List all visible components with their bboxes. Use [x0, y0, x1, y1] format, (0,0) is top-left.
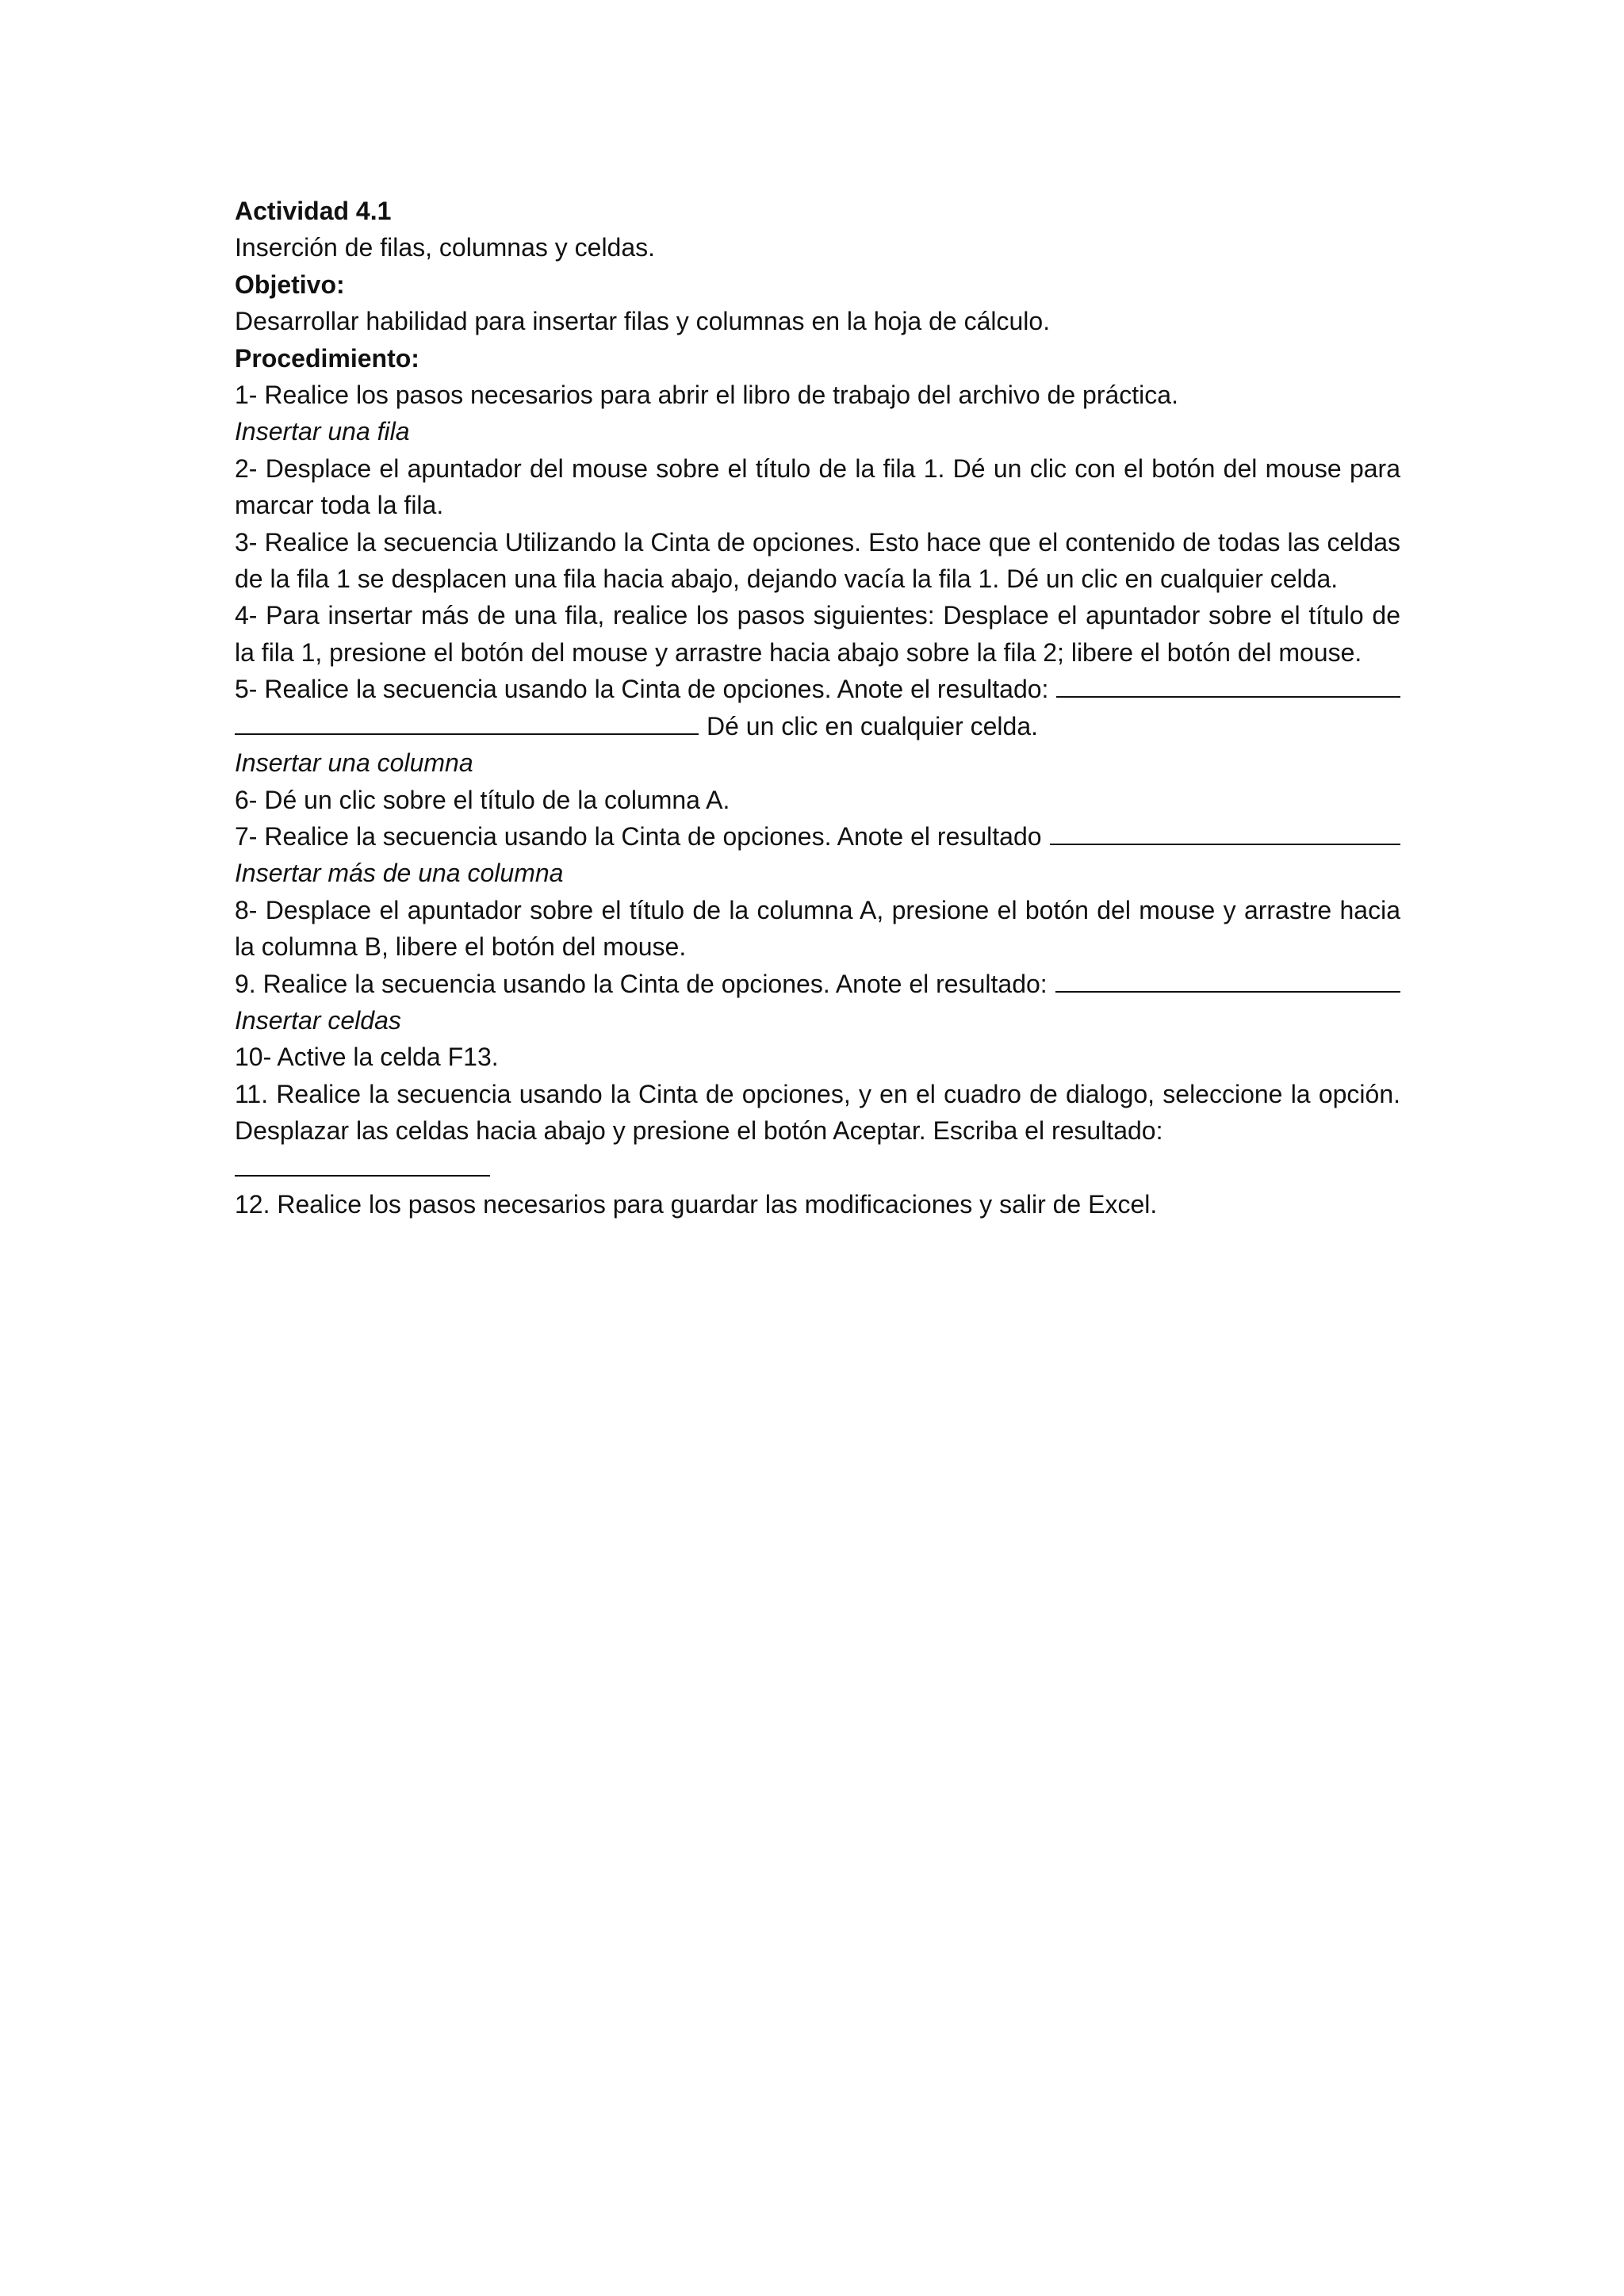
answer-blank-7[interactable]: [1050, 818, 1400, 845]
step-5: [235, 671, 1400, 707]
step-9-text: 9. Realice la secuencia usando la Cinta de opciones. Anote el resultado:: [235, 969, 1048, 998]
step-8: 8- Desplace el apuntador sobre el título de la columna A, presione el botón del mouse y arrastre hacia la columna B, libere el botón del mouse.: [235, 895, 1400, 962]
step-4: 4- Para insertar más de una fila, realice los pasos siguientes: Desplace el apuntador sobre el título de la fila 1, presione el botón del mouse y arrastre hacia abajo sobre la fila 2; libere el botón del mouse.: [235, 601, 1400, 667]
step-1: 1- Realice los pasos necesarios para abrir el libro de trabajo del archivo de práctica.: [235, 381, 1178, 410]
activity-title: Actividad 4.1: [235, 197, 392, 225]
answer-blank-5b[interactable]: [235, 708, 699, 735]
step-5-text: 5- Realice la secuencia usando la Cinta de opciones. Anote el resultado:: [235, 675, 1049, 704]
step-5-continued: [235, 708, 1400, 744]
step-11: 11. Realice la secuencia usando la Cinta de opciones, y en el cuadro de dialogo, seleccione la opción. Desplazar las celdas hacia abajo y presione el botón Aceptar. Escriba el resultado:: [235, 1079, 1400, 1146]
step-12: 12. Realice los pasos necesarios para guardar las modificaciones y salir de Excel.: [235, 1189, 1158, 1219]
procedure-heading: Procedimiento:: [235, 343, 419, 373]
step-3: 3- Realice la secuencia Utilizando la Cinta de opciones. Esto hace que el contenido de todas las celdas de la fila 1 se desplacen una fila hacia abajo, dejando vacía la fila 1. Dé un clic en cualquier celda.: [235, 527, 1400, 594]
section-insert-columns: Insertar más de una columna: [235, 859, 564, 888]
section-insert-column: Insertar una columna: [235, 748, 473, 778]
activity-subtitle: Inserción de filas, columnas y celdas.: [235, 233, 656, 262]
document-page: [235, 193, 1400, 1223]
step-7: [235, 818, 1400, 855]
step-6: 6- Dé un clic sobre el título de la columna A.: [235, 785, 730, 814]
step-9: [235, 966, 1400, 1002]
step-7-text: 7- Realice la secuencia usando la Cinta de opciones. Anote el resultado: [235, 821, 1042, 851]
answer-blank-11[interactable]: [235, 1150, 490, 1177]
objective-heading: Objetivo:: [235, 270, 345, 299]
step-10: 10- Active la celda F13.: [235, 1043, 499, 1072]
answer-blank-5a[interactable]: [1056, 671, 1400, 698]
step-11-answer: [235, 1150, 1400, 1186]
answer-blank-9[interactable]: [1055, 966, 1400, 993]
step-2: 2- Desplace el apuntador del mouse sobre el título de la fila 1. Dé un clic con el botón del mouse para marcar toda la fila.: [235, 453, 1400, 520]
objective-text: Desarrollar habilidad para insertar filas y columnas en la hoja de cálculo.: [235, 307, 1051, 336]
step-5-text-b: Dé un clic en cualquier celda.: [707, 711, 1039, 740]
section-insert-row: Insertar una fila: [235, 417, 410, 446]
section-insert-cells: Insertar celdas: [235, 1005, 401, 1035]
